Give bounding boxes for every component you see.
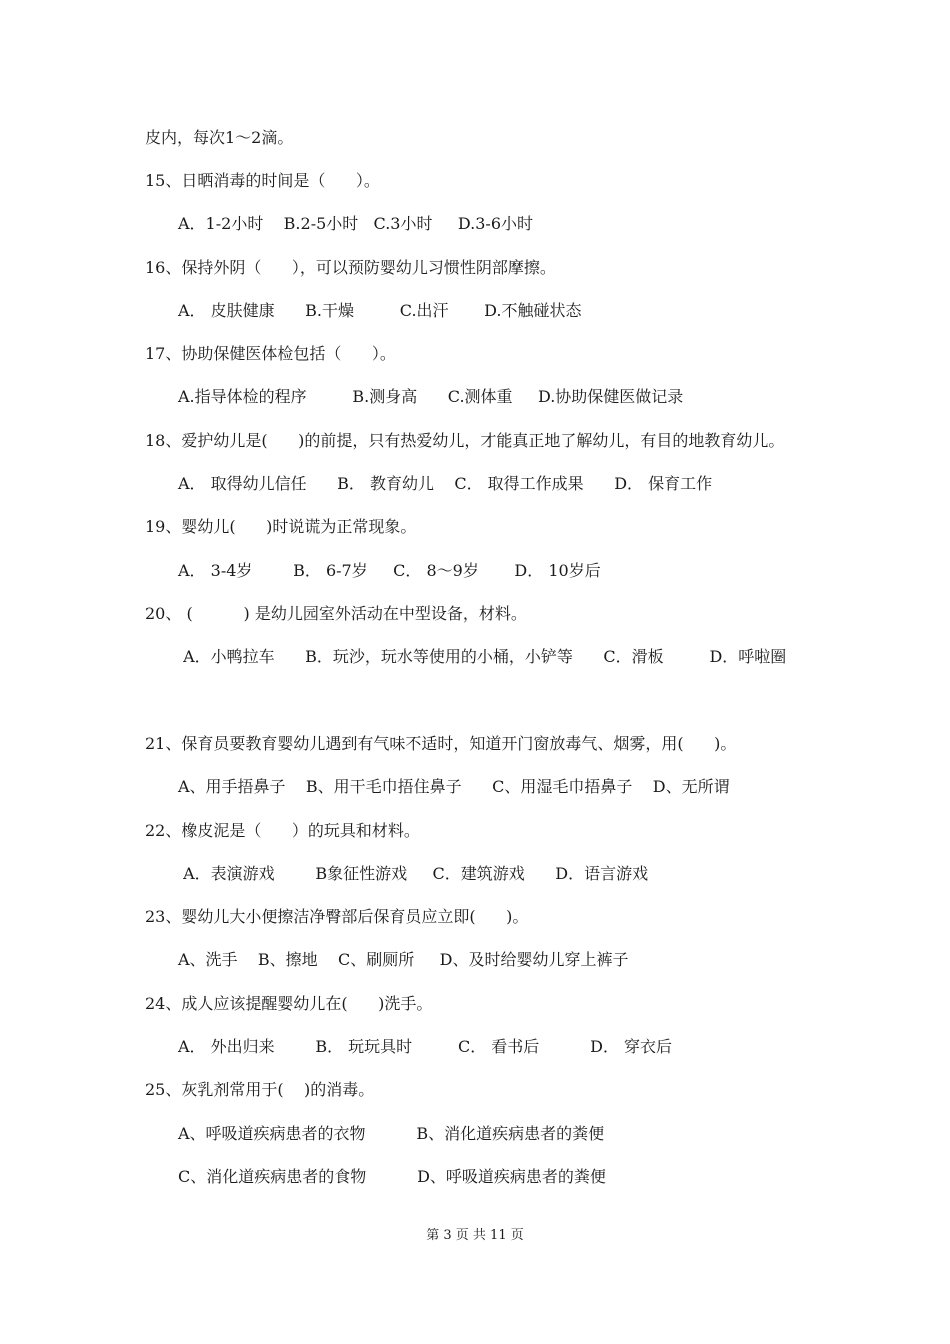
options-16: A． 皮肤健康 B.干燥 C.出汗 D.不触碰状态: [178, 301, 582, 320]
question-25: 25、灰乳剂常用于( )的消毒。: [145, 1080, 375, 1099]
options-19: A． 3-4岁 B． 6-7岁 C． 8～9岁 D． 10岁后: [178, 561, 601, 580]
options-21: A、用手捂鼻子 B、用干毛巾捂住鼻子 C、用湿毛巾捂鼻子 D、无所谓: [178, 777, 730, 796]
options-18: A． 取得幼儿信任 B． 教育幼儿 C． 取得工作成果 D． 保育工作: [178, 474, 713, 493]
options-25-cd: C、消化道疾病患者的食物 D、呼吸道疾病患者的粪便: [178, 1167, 606, 1186]
text-line: 皮内，每次1～2滴。: [145, 128, 294, 147]
options-20: A．小鸭拉车 B．玩沙，玩水等使用的小桶，小铲等 C．滑板 D．呼啦圈: [178, 647, 787, 666]
options-23: A、洗手 B、擦地 C、刷厕所 D、及时给婴幼儿穿上裤子: [178, 950, 629, 969]
options-15: A．1-2小时 B.2-5小时 C.3小时 D.3-6小时: [178, 214, 534, 233]
page-footer: 第 3 页 共 11 页: [426, 1228, 524, 1243]
question-18: 18、爱护幼儿是( )的前提，只有热爱幼儿，才能真正地了解幼儿，有目的地教育幼儿。: [145, 431, 785, 450]
question-15: 15、日晒消毒的时间是（ ）。: [145, 171, 380, 190]
options-17: A.指导体检的程序 B.测身高 C.测体重 D.协助保健医做记录: [178, 387, 684, 406]
question-24: 24、成人应该提醒婴幼儿在( )洗手。: [145, 994, 433, 1013]
options-25-ab: A、呼吸道疾病患者的衣物 B、消化道疾病患者的粪便: [178, 1124, 605, 1143]
options-24: A． 外出归来 B． 玩玩具时 C． 看书后 D． 穿衣后: [178, 1037, 673, 1056]
question-19: 19、婴幼儿( )时说谎为正常现象。: [145, 517, 417, 536]
question-23: 23、婴幼儿大小便擦洁净臀部后保育员应立即( )。: [145, 907, 529, 926]
question-21: 21、保育员要教育婴幼儿遇到有气味不适时，知道开门窗放毒气、烟雾，用( )。: [145, 734, 737, 753]
question-16: 16、保持外阴（ ），可以预防婴幼儿习惯性阴部摩擦。: [145, 258, 556, 277]
question-20: 20、 ( ) 是幼儿园室外活动在中型设备，材料。: [145, 604, 527, 623]
options-22: A．表演游戏 B象征性游戏 C．建筑游戏 D．语言游戏: [178, 864, 649, 883]
question-22: 22、橡皮泥是（ ）的玩具和材料。: [145, 821, 420, 840]
question-17: 17、协助保健医体检包括（ ）。: [145, 344, 396, 363]
